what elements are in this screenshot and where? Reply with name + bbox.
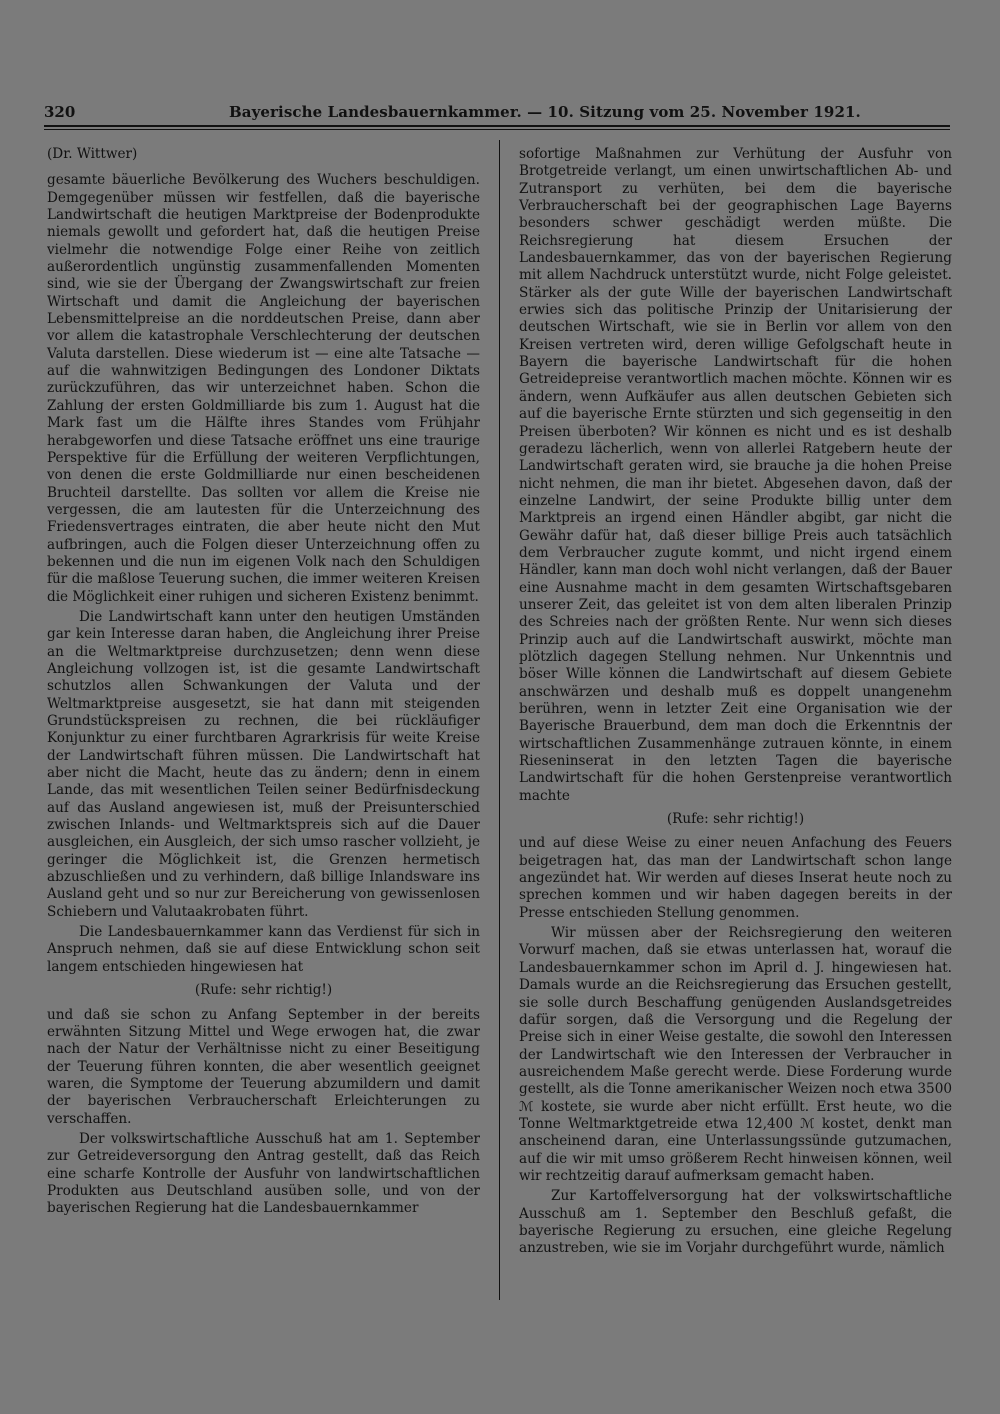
- page-header: [44, 103, 950, 125]
- paragraph: sofortige Maßnahmen zur Verhütung der Ausfuhr von Brotgetreide verlangt, um einen unwirtschaftlichen Ab- und Zutransport zu verhüten, bei dem die bayerische Verbraucherschaft bei der geographischen Lage Bayerns besonders schwer geschädigt werden müßte. Die Reichsregierung hat diesem Ersuchen der Landesbauernkammer, das von der bayerischen Regierung mit allem Nachdruck unterstützt wurde, nicht Folge geleistet. Stärker als der gute Wille der bayerischen Landwirtschaft erwies sich das politische Prinzip der Unitarisierung der deutschen Wirtschaft, wie sie in Berlin vor allem von den Kreisen vertreten wird, deren willige Gefolgschaft heute in Bayern die bayerische Landwirtschaft für die hohen Getreidepreise verantwortlich machen möchte. Können wir es ändern, wenn Aufkäufer aus allen deutschen Gebieten sich auf die bayerische Ernte stürzten und sich gegenseitig in den Preisen überboten? Wir können es nicht und es ist deshalb geradezu lächerlich, wenn von allerlei Ratgebern heute der Landwirtschaft geraten wird, sie brauche ja die hohen Preise nicht nehmen, die man ihr bietet. Abgesehen davon, daß der einzelne Landwirt, der seine Produkte billig unter dem Marktpreis an irgend einen Händler abgibt, gar nicht die Gewähr dafür hat, daß dieser billige Preis auch tatsächlich dem Verbraucher zugute kommt, und nicht irgend einem Händler, kann man doch wohl nicht verlangen, daß der Bauer eine Ausnahme macht in dem gesamten Wirtschaftsgebaren unserer Zeit, das geleitet ist von dem alten liberalen Prinzip des Schreies nach der größten Rente. Nur wenn sich dieses Prinzip auch auf die Landwirtschaft auswirkt, möchte man plötzlich dagegen Stellung nehmen. Nur Unkenntnis und böser Wille können die Landwirtschaft auf diesem Gebiete anschwärzen und deshalb muß es doppelt unangenehm berühren, wenn in letzter Zeit eine Organisation wie der Bayerische Brauerbund, dem man doch die Erkenntnis der wirtschaftlichen Zusammenhänge zutrauen könnte, in einem Rieseninserat in den letzten Tagen die bayerische Landwirtschaft für die hohen Gerstenpreise verantwortlich machte: [519, 146, 952, 804]
- header-rule-thin: [44, 129, 950, 130]
- left-column: [47, 146, 480, 1218]
- running-title: Bayerische Landesbauernkammer. — 10. Sitzung vom 25. November 1921.: [229, 103, 861, 121]
- paragraph: und daß sie schon zu Anfang September in der bereits erwähnten Sitzung Mittel und Wege erwogen hat, die zwar nach der Natur der Verhältnisse nicht zu einer Beseitigung der Teuerung führen konnten, die aber wesentlich geeignet waren, die Symptome der Teuerung abzumildern und damit der bayerischen Verbraucherschaft Erleichterungen zu verschaffen.: [47, 1006, 480, 1127]
- paragraph: Die Landwirtschaft kann unter den heutigen Umständen gar kein Interesse daran haben, die Angleichung ihrer Preise an die Weltmarktpreise durchzusetzen; denn wenn diese Angleichung vollzogen ist, ist die gesamte Landwirtschaft schutzlos allen Schwankungen der Valuta und der Weltmarktpreise ausgesetzt, sie hat dann mit steigenden Grundstückspreisen zu rechnen, die bei rückläufiger Konjunktur zu einer furchtbaren Agrarkrisis für weite Kreise der Landwirtschaft führen müssen. Die Landwirtschaft hat aber nicht die Macht, heute das zu ändern; denn in einem Lande, das mit wesentlichen Teilen seiner Bedürfnisdeckung auf das Ausland angewiesen ist, muß der Preisunterschied zwischen Inlands- und Weltmarktspreis sich auf die Dauer ausgleichen, ein Ausgleich, der sich umso rascher vollzieht, je geringer die Möglichkeit ist, die Grenzen hermetisch abzuschließen und zu verhindern, daß billige Inlandsware ins Ausland geht und so nur zur Bereicherung von gewissenlosen Schiebern und Valutaakrobaten führt.: [47, 608, 480, 920]
- page-number: 320: [44, 103, 76, 121]
- right-column: [519, 146, 952, 1258]
- paragraph: Wir müssen aber der Reichsregierung den weiteren Vorwurf machen, daß sie etwas unterlassen hat, worauf die Landesbauernkammer schon im April d. J. hingewiesen hat. Damals wurde an die Reichsregierung das Ersuchen gestellt, sie solle durch Beschaffung genügenden Auslandsgetreides dafür sorgen, daß die Versorgung und die Regelung der Preise sich in einer Weise gestalte, die sowohl den Interessen der Landwirtschaft wie den Interessen der Verbraucher in ausreichendem Maße gerecht werde. Diese Forderung wurde gestellt, als die Tonne amerikanischer Weizen noch etwa 3500 ℳ kostete, sie wurde aber nicht erfüllt. Erst heute, wo die Tonne Weltmarktgetreide etwa 12,400 ℳ kostet, denkt man anscheinend daran, eine Unterlassungssünde gutzumachen, auf die wir mit umso größerem Recht hinweisen können, weil wir rechtzeitig darauf aufmerksam gemacht haben.: [519, 925, 952, 1184]
- paragraph: und auf diese Weise zu einer neuen Anfachung des Feuers beigetragen hat, das man der Landwirtschaft schon lange angezündet hat. Wir werden auf dieses Inserat heute noch zu sprechen kommen und wir haben dagegen bereits in der Presse entschieden Stellung genommen.: [519, 835, 952, 921]
- paragraph: Die Landesbauernkammer kann das Verdienst für sich in Anspruch nehmen, daß sie auf diese Entwicklung schon seit langem entschieden hingewiesen hat: [47, 924, 480, 975]
- interjection: (Rufe: sehr richtig!): [194, 982, 333, 999]
- paragraph: gesamte bäuerliche Bevölkerung des Wuchers beschuldigen. Demgegenüber müssen wir festfellen, daß die bayerische Landwirtschaft die heutigen Marktpreise der Bodenprodukte niemals gewollt und gefordert hat, daß die heutigen Preise vielmehr die notwendige Folge einer Reihe von zeitlich außerordentlich ungünstig zusammenfallenden Momenten sind, wie sie der Übergang der Zwangswirtschaft zur freien Wirtschaft und damit die Angleichung der bayerischen Lebensmittelpreise an die norddeutschen Preise, dann aber vor allem die katastrophale Verschlechterung der deutschen Valuta darstellen. Diese wiederum ist — eine alte Tatsache — auf die wahnwitzigen Bedingungen des Londoner Diktats zurückzuführen, das wir unterzeichnet haben. Schon die Zahlung der ersten Goldmilliarde bis zum 1. August hat die Mark fast um die Hälfte ihres Standes vom Frühjahr herabgeworfen und diese Tatsache eröffnet uns eine traurige Perspektive für die Erfüllung der weiteren Verpflichtungen, von denen die erste Goldmilliarde nur einen bescheidenen Bruchteil darstellte. Das sollten vor allem die Kreise nie vergessen, die am lautesten für die Unterzeichnung des Friedensvertrages eintraten, die aber heute nicht den Mut aufbringen, auch die Folgen dieser Unterzeichnung offen zu bekennen und die nun im eigenen Volk nach den Schuldigen für die maßlose Teuerung suchen, die immer weiteren Kreisen die Möglichkeit einer ruhigen und sicheren Existenz benimmt.: [47, 172, 480, 605]
- column-divider: [499, 140, 500, 1300]
- interjection: (Rufe: sehr richtig!): [666, 811, 805, 828]
- paragraph: Der volkswirtschaftliche Ausschuß hat am 1. September zur Getreideversorgung den Antrag gestellt, daß das Reich eine scharfe Kontrolle der Ausfuhr von landwirtschaftlichen Produkten aus Deutschland ausüben solle, und von der bayerischen Regierung hat die Landesbauernkammer: [47, 1130, 480, 1217]
- header-rule-thick: [44, 125, 950, 127]
- paragraph: Zur Kartoffelversorgung hat der volkswirtschaftliche Ausschuß am 1. September den Beschluß gefaßt, die bayerische Regierung zu ersuchen, eine gleiche Regelung anzustreben, wie sie im Vorjahr durchgeführt wurde, nämlich: [519, 1188, 952, 1257]
- speaker-name: (Dr. Wittwer): [47, 146, 138, 162]
